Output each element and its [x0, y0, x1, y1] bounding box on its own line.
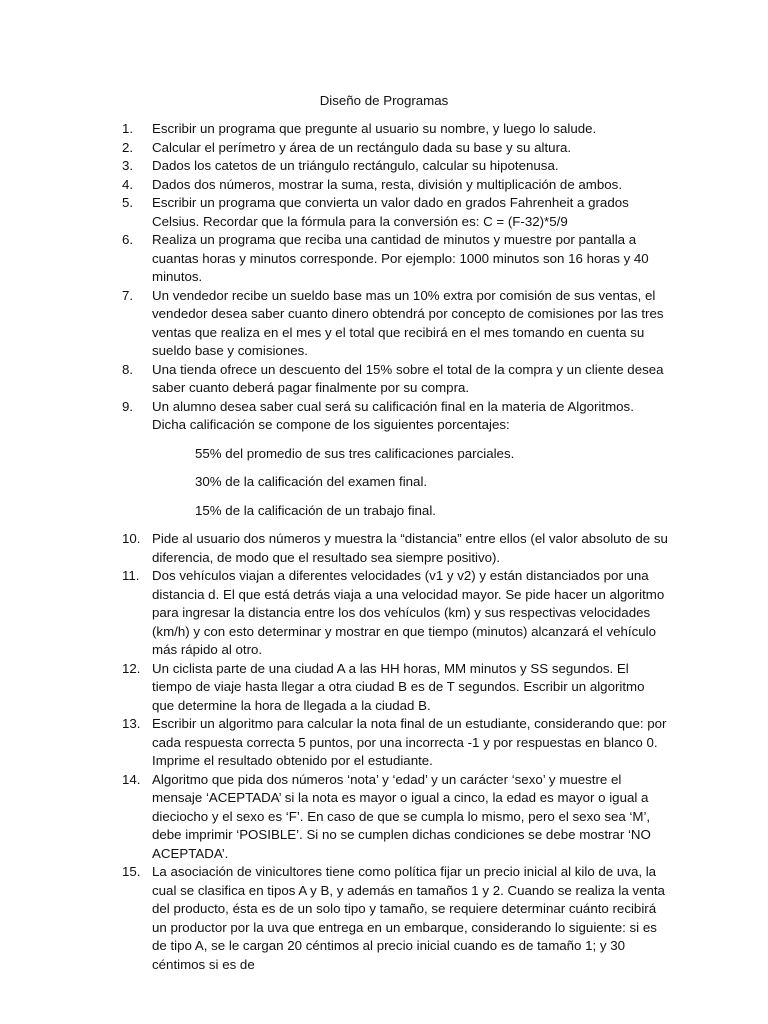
- item-number: 7.: [122, 287, 134, 303]
- item-number: 14.: [122, 771, 141, 787]
- item-number: 12.: [122, 660, 141, 676]
- item-text: Escribir un programa que convierta un valor dado en grados Fahrenheit a grados Celsius. Recordar que la fórmula para la conversión es: C = (F-32)*5/9: [152, 195, 629, 229]
- list-item: [122, 660, 670, 716]
- item-number: 4.: [122, 176, 134, 192]
- list-item: [122, 771, 670, 864]
- item-number: 5.: [122, 195, 134, 210]
- item-text: Dados los catetos de un triángulo rectángulo, calcular su hipotenusa.: [152, 158, 559, 173]
- item-number: 15.: [122, 864, 141, 879]
- percentage-item: 30% de la calificación del examen final.: [195, 474, 428, 489]
- item-number: 13.: [122, 716, 141, 731]
- item-number: 6.: [122, 232, 134, 247]
- percentage-item: 15% de la calificación de un trabajo final.: [195, 502, 436, 518]
- list-item: [122, 194, 670, 231]
- item-text: Escribir un programa que pregunte al usuario su nombre, y luego lo salude.: [152, 121, 597, 136]
- item-text: La asociación de vinicultores tiene como política fijar un precio inicial al kilo de uva, la cual se clasifica en tipos A y B, y además en tamaños 1 y 2. Cuando se realiza la venta del producto, ésta es de un solo tipo y tamaño, se requiere determinar cuánto recibirá un productor por la uva que entrega en un embarque, considerando lo siguiente: si es de tipo A, se le cargan 20 céntimos al precio inicial cuando es de tamaño 1; y 30 céntimos si es de: [152, 864, 665, 972]
- item-text: Realiza un programa que reciba una cantidad de minutos y muestre por pantalla a cuantas horas y minutos corresponde. Por ejemplo: 1000 minutos son 16 horas y 40 minutos.: [152, 232, 649, 284]
- document-title: Diseño de Programas: [319, 93, 449, 108]
- list-item: [122, 176, 670, 195]
- item-number: 3.: [122, 158, 134, 173]
- list-item: [122, 139, 670, 158]
- list-item: [122, 120, 670, 139]
- item-text: Algoritmo que pida dos números ‘nota’ y ‘edad’ y un carácter ‘sexo’ y muestre el mensaje ‘ACEPTADA’ si la nota es mayor o igual a cinco, la edad es mayor o igual a dieciocho y el sexo es ‘F’. En caso de que se cumpla lo mismo, pero el sexo sea ‘M’, debe imprimir ‘POSIBLE’. Si no se cumplen dichas condiciones se debe mostrar ‘NO ACEPTADA’.: [152, 771, 651, 861]
- item-text: Un vendedor recibe un sueldo base mas un 10% extra por comisión de sus ventas, el vendedor desea saber cuanto dinero obtendrá por concepto de comisiones por las tres ventas que realiza en el mes y el total que recibirá en el mes tomando en cuenta su sueldo base y comisiones.: [152, 287, 664, 358]
- list-item: [122, 361, 670, 398]
- item-number: 8.: [122, 361, 134, 377]
- item-number: 1.: [122, 121, 134, 136]
- item-text: Escribir un algoritmo para calcular la nota final de un estudiante, considerando que: por cada respuesta correcta 5 puntos, por una incorrecta -1 y por respuestas en blanco 0. Imprime el resultado obtenido por el estudiante.: [152, 716, 667, 768]
- list-item: [122, 715, 670, 771]
- percentage-item: 55% del promedio de sus tres calificaciones parciales.: [195, 445, 515, 461]
- item-text: Calcular el perímetro y área de un rectángulo dada su base y su altura.: [152, 139, 572, 155]
- list-item: [122, 567, 670, 660]
- list-item: [122, 863, 670, 974]
- list-item: [122, 287, 670, 361]
- list-item: [122, 231, 670, 287]
- item-text: Dados dos números, mostrar la suma, resta, división y multiplicación de ambos.: [152, 176, 623, 192]
- item-text: Dos vehículos viajan a diferentes velocidades (v1 y v2) y están distanciados por una distancia d. El que está detrás viaja a una velocidad mayor. Se pide hacer un algoritmo para ingresar la distancia entre los dos vehículos (km) y sus respectivas velocidades (km/h) y con esto determinar y mostrar en que tiempo (minutos) alcanzará el vehículo más rápido al otro.: [152, 568, 665, 657]
- item-number: 9.: [122, 398, 134, 414]
- item-text: Una tienda ofrece un descuento del 15% sobre el total de la compra y un cliente desea saber cuanto deberá pagar finalmente por su compra.: [152, 361, 664, 395]
- list-item: [122, 530, 670, 567]
- exercise-list: [122, 120, 670, 974]
- percentage-list: [152, 445, 670, 521]
- list-item: [122, 157, 670, 176]
- item-text: Pide al usuario dos números y muestra la “distancia” entre ellos (el valor absoluto de su diferencia, de modo que el resultado sea siempre positivo).: [152, 531, 668, 565]
- item-number: 2.: [122, 139, 134, 155]
- item-number: 10.: [122, 531, 141, 546]
- item-text: Un alumno desea saber cual será su calificación final en la materia de Algoritmos. Dicha calificación se compone de los siguientes porcentajes:: [152, 398, 634, 432]
- item-text: Un ciclista parte de una ciudad A a las HH horas, MM minutos y SS segundos. El tiempo de viaje hasta llegar a otra ciudad B es de T segundos. Escribir un algoritmo que determine la hora de llegada a la ciudad B.: [152, 660, 645, 713]
- item-number: 11.: [122, 568, 140, 583]
- list-item: [122, 398, 670, 521]
